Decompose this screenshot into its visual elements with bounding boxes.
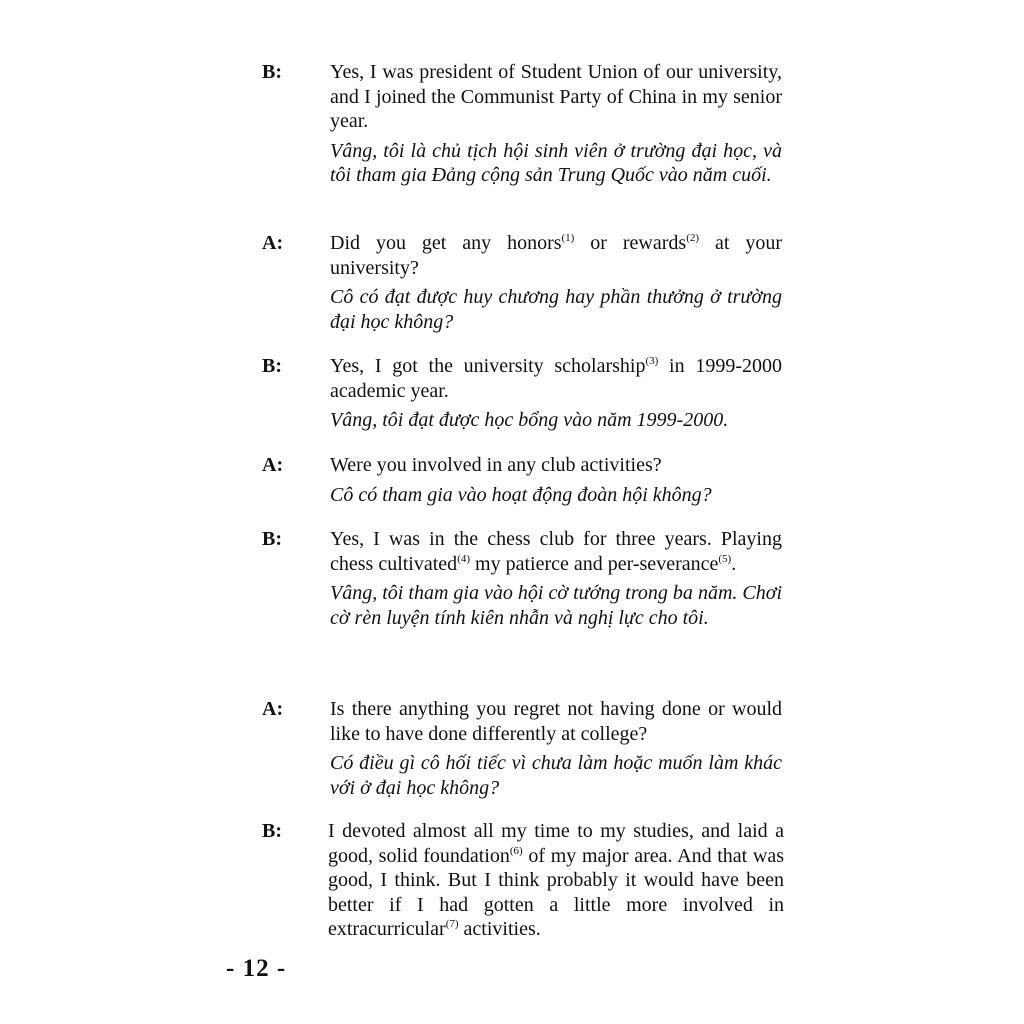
vietnamese-translation: Vâng, tôi đạt được học bổng vào năm 1999-2000. bbox=[330, 409, 729, 431]
speaker-label: A: bbox=[262, 232, 284, 254]
footnote-marker: (5) bbox=[718, 552, 732, 565]
english-text: in 1999-2000 academic year. bbox=[330, 355, 783, 402]
vietnamese-translation: Cô có đạt được huy chương hay phần thưởng ở trường đại học không? bbox=[330, 286, 782, 333]
turn-text bbox=[330, 231, 782, 334]
english-line bbox=[330, 231, 782, 280]
english-text: Were you involved in any club activities? bbox=[330, 454, 662, 476]
speaker-label: A: bbox=[262, 698, 284, 720]
vietnamese-translation: Vâng, tôi tham gia vào hội cờ tướng trong ba năm. Chơi cờ rèn luyện tính kiên nhẫn và nghị lực cho tôi. bbox=[330, 582, 782, 629]
footnote-marker: (3) bbox=[645, 355, 659, 367]
footnote-marker: (1) bbox=[561, 232, 575, 244]
page-number: - 12 - bbox=[226, 955, 287, 982]
english-line bbox=[330, 60, 782, 134]
english-line bbox=[330, 453, 782, 478]
english-text: activities. bbox=[458, 918, 541, 940]
turn-text bbox=[330, 60, 782, 188]
speaker-label: B: bbox=[262, 355, 282, 377]
english-line bbox=[330, 527, 782, 576]
vietnamese-translation: Có điều gì cô hối tiếc vì chưa làm hoặc muốn làm khác với ở đại học không? bbox=[330, 752, 782, 799]
vietnamese-translation: Vâng, tôi là chủ tịch hội sinh viên ở trường đại học, và tôi tham gia Đảng cộng sản Trung Quốc vào năm cuối. bbox=[330, 139, 782, 186]
english-line bbox=[330, 354, 782, 403]
english-text: of my major area. And that was good, I think. But I think probably it would have been better if I had gotten a little more involved in extracurricular bbox=[328, 844, 785, 940]
speaker-label: B: bbox=[262, 61, 282, 83]
english-text: Did you get any honors bbox=[330, 232, 562, 254]
english-text: Yes, I got the university scholarship bbox=[330, 355, 646, 377]
footnote-marker: (2) bbox=[686, 232, 700, 244]
speaker-label: B: bbox=[262, 820, 282, 842]
english-line bbox=[328, 819, 784, 942]
english-text: I devoted almost all my time to my studies, and laid a good, solid foundation bbox=[328, 820, 784, 867]
turn-text bbox=[330, 354, 782, 433]
english-text: Yes, I was president of Student Union of our university, and I joined the Communist Party of China in my senior year. bbox=[330, 61, 782, 132]
english-text: my patierce and per-severance bbox=[470, 552, 719, 575]
footnote-marker: (4) bbox=[457, 552, 471, 565]
speaker-label: A: bbox=[262, 454, 284, 476]
turn-text bbox=[330, 697, 782, 800]
turn-text bbox=[330, 527, 782, 630]
footnote-marker: (7) bbox=[445, 918, 459, 930]
turn-text bbox=[330, 453, 782, 507]
english-text: . bbox=[731, 552, 737, 575]
english-line bbox=[330, 697, 782, 746]
turn-text bbox=[328, 819, 784, 942]
english-text: Yes, I was in the chess club for three years. Playing chess cultivated bbox=[330, 528, 782, 575]
english-text: at your university? bbox=[330, 232, 782, 279]
footnote-marker: (6) bbox=[509, 844, 523, 857]
english-text: or rewards bbox=[574, 232, 687, 254]
vietnamese-translation: Cô có tham gia vào hoạt động đoàn hội không? bbox=[330, 483, 712, 506]
speaker-label: B: bbox=[262, 528, 282, 550]
english-text: Is there anything you regret not having done or would like to have done differently at college? bbox=[330, 698, 782, 745]
